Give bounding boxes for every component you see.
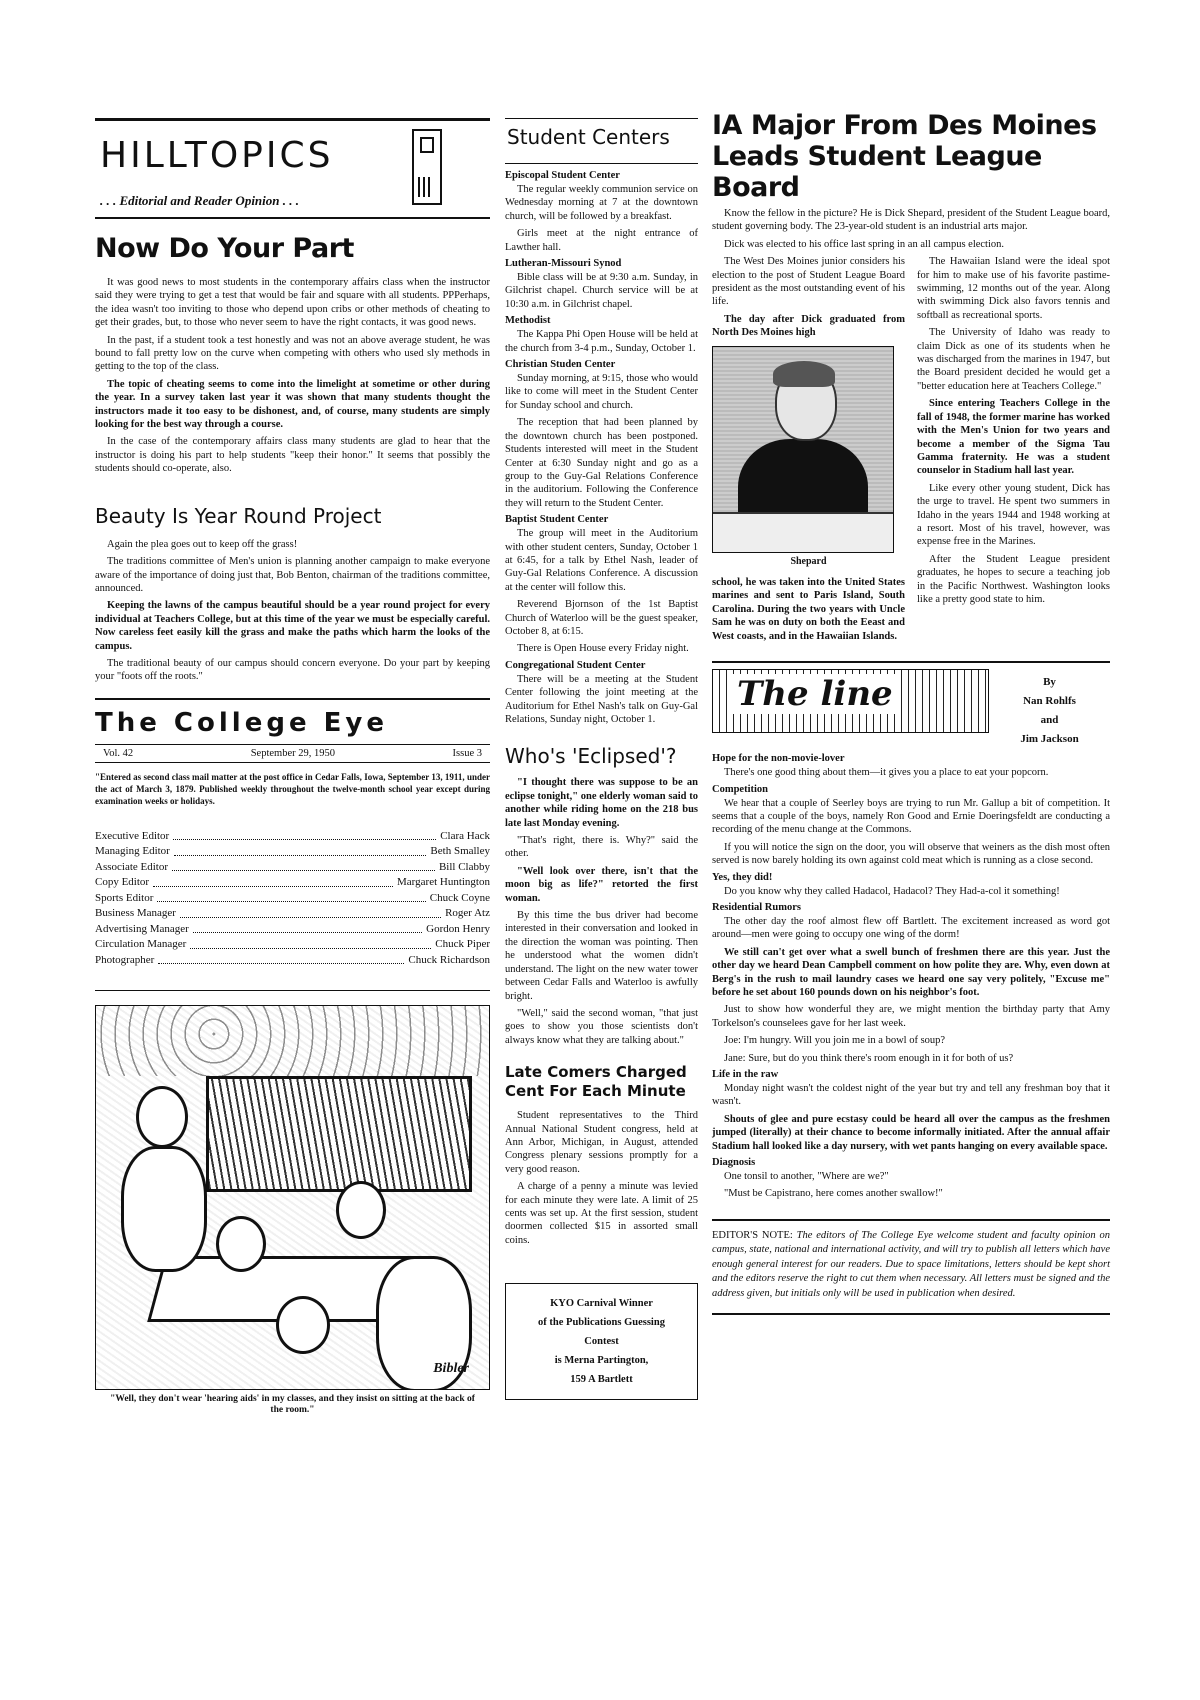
article-paragraph: If you will notice the sign on the door, you will observe that weiners as the dish most often served is now barely holding its own against cold meat which is running as a close second. xyxy=(712,841,1110,867)
byline-line: By xyxy=(1043,676,1056,689)
article-paragraph: In the case of the contemporary affairs class many students are glad to hear that the instructor is doing his part to help students "keep their honor." It seems that possibly the students should co-operate, also. xyxy=(95,436,490,475)
article-paragraph: "Well," said the second woman, "that just goes to show you those scientists don't always know what they are talking about." xyxy=(505,1007,698,1046)
the-line-banner xyxy=(712,661,1110,749)
hilltopics-subtitle: . . . Editorial and Reader Opinion . . . xyxy=(100,193,299,208)
byline-line: Nan Rohlfs xyxy=(1023,695,1076,708)
article-paragraph: After the Student League president graduates, he hopes to secure a teaching job in the Pacific Northwest. Washington looks like a pretty good state to him. xyxy=(917,553,1110,605)
late-comers-headline: Late Comers Charged Cent For Each Minute xyxy=(505,1063,687,1101)
the-line-art xyxy=(712,669,989,733)
editors-note-text: The editors of The College Eye welcome student and faculty opinion on campus, state, national and international activity, and will try to publish all letters which have enough general interest for our readers. Due to space limitations, letters should be kept short and the editors reserve the right to cut them when necessary. All letters must be signed and the address given, but initials only will be used in publication when desired. xyxy=(712,1229,1111,1299)
masthead-name: Chuck Richardson xyxy=(408,953,490,966)
divider xyxy=(95,990,490,991)
eclipsed-headline: Who's 'Eclipsed'? xyxy=(505,744,677,769)
cartoon-illustration xyxy=(95,1005,490,1390)
shepard-photo xyxy=(712,346,894,553)
kyo-line: is Merna Partington, xyxy=(554,1355,649,1367)
article-paragraph: Dick was elected to his office last spring in an all campus election. xyxy=(724,238,1005,250)
section-kicker: Diagnosis xyxy=(712,1157,756,1169)
editors-note-label: EDITOR'S NOTE: xyxy=(712,1229,793,1241)
article-paragraph: Sunday morning, at 9:15, those who would like to come will meet in the Student Center for Sunday school and church. xyxy=(505,373,698,411)
article-paragraph: It was good news to most students in the contemporary affairs class when the instructor said they were trying to get a test that would be fair and square with all students. PPPerhaps, the idea wasn't too inviting to those who depend upon cribs or other methods of cheating to get their grades, but, to those who never seem to have the right contacts, it was good news. xyxy=(95,277,490,329)
section-kicker: Life in the raw xyxy=(712,1069,779,1080)
masthead-role: Sports Editor xyxy=(95,891,154,904)
issue-info-bar xyxy=(95,744,490,763)
column-middle xyxy=(505,118,698,1400)
article-paragraph: The traditional beauty of our campus should concern everyone. Do your part by keeping your "foots off the roots." xyxy=(95,657,490,683)
article-paragraph: Jane: Sure, but do you think there's room enough in it for both of us? xyxy=(724,1052,1014,1064)
article-paragraph: school, he was taken into the United States marines and sent to Paris Island, South Carolina. During the two years with Uncle Sam he was on duty on both the Eeast and West coasts, and in the Hawaiian Islands. xyxy=(712,577,905,642)
photo-hair xyxy=(773,361,835,387)
article-paragraph: The regular weekly communion service on Wednesday morning at 7 at the downtown church, will be followed by a breakfast. xyxy=(505,184,698,222)
beauty-headline: Beauty Is Year Round Project xyxy=(95,503,382,528)
masthead-role: Executive Editor xyxy=(95,829,170,842)
kyo-line: 159 A Bartlett xyxy=(570,1374,633,1386)
ia-major-columns xyxy=(712,255,1110,647)
masthead-row xyxy=(95,922,490,938)
figure-head xyxy=(336,1181,386,1239)
masthead-role: Advertising Manager xyxy=(95,922,189,935)
divider xyxy=(95,698,490,700)
article-paragraph: Monday night wasn't the coldest night of the year but try and tell any freshman boy that it wasn't. xyxy=(712,1083,1110,1108)
byline-line: Jim Jackson xyxy=(1020,733,1079,746)
campanile-tower-icon xyxy=(412,129,442,205)
article-paragraph: Like every other young student, Dick has the urge to travel. He spent two summers in Idaho in the years 1944 and 1948 working at a resort. Most of his travel, however, was expense free in the Marines. xyxy=(917,482,1110,548)
issue-date: September 29, 1950 xyxy=(250,747,335,759)
ia-major-right xyxy=(917,255,1110,647)
masthead-name: Gordon Henry xyxy=(426,922,490,935)
figure-body xyxy=(121,1146,207,1272)
section-kicker: Christian Studen Center xyxy=(505,359,616,371)
masthead-name: Bill Clabby xyxy=(438,860,490,873)
photo-desk xyxy=(713,512,893,553)
section-kicker: Hope for the non-movie-lover xyxy=(712,753,845,765)
masthead-role: Photographer xyxy=(95,953,155,966)
masthead-name: Margaret Huntington xyxy=(397,876,490,889)
article-paragraph: Shouts of glee and pure ecstasy could be heard all over the campus as the freshmen jumped (literally) at their chance to become informally initiated. After the annual affair Stadium hall looked like a day nursery, with wet pants hanging on every available space. xyxy=(712,1113,1110,1152)
masthead-role: Associate Editor xyxy=(95,860,169,873)
masthead-role: Circulation Manager xyxy=(95,938,187,951)
article-paragraph: Student representatives to the Third Annual National Student congress, held at Ann Arbor, Michigan, in August, attended Congress plenary sessions promptly for a very good reason. xyxy=(505,1110,698,1175)
article-paragraph: The Hawaiian Island were the ideal spot for him to make use of his favorite pastime-swimming, 12 months out of the year. Along with swimming Dick also favors tennis and softball as recreational sports. xyxy=(917,256,1110,321)
section-kicker: Baptist Student Center xyxy=(505,514,609,526)
section-kicker: Yes, they did! xyxy=(712,871,773,883)
hilltopics-banner xyxy=(95,118,490,219)
masthead xyxy=(95,829,490,969)
article-paragraph: We still can't get over what a swell bunch of freshmen there are this year. Just the other day we heard Dean Campbell comment on how polite they are. Why, even down at Berg's in the rush to mail laundry cases we heard one say very politely, "Excuse me" before he set about 160 pounds down on his neighbor's foot. xyxy=(712,946,1110,998)
masthead-row xyxy=(95,937,490,953)
masthead-role: Business Manager xyxy=(95,907,176,920)
kyo-line: of the Publications Guessing xyxy=(538,1317,665,1329)
article-paragraph: In the past, if a student took a test honestly and was not an above average student, he was bound to fall pretty low on the curve when competing with others who used sly methods in getting to the top of the class. xyxy=(95,334,490,373)
section-kicker: Episcopal Student Center xyxy=(505,170,620,181)
article-paragraph: We hear that a couple of Seerley boys are trying to run Mr. Gallup a bit of competition. It seems that a couple of the boys, namely Ron Good and Ernie Doeringsfeldt are conducting a recording of the menu change at the Commons. xyxy=(712,797,1110,836)
article-paragraph: "Well look over there, isn't that the moon big as life?" retorted the first woman. xyxy=(505,865,698,904)
masthead-role: Copy Editor xyxy=(95,876,150,889)
window-drawing xyxy=(206,1076,472,1192)
article-paragraph: There is Open House every Friday night. xyxy=(517,643,689,655)
student-centers-article xyxy=(505,170,698,726)
article-paragraph: The University of Idaho was ready to claim Dick as one of its students when he was discharged from the marines in 1947, but the Board president decided he would get a "better education here at Teachers College." xyxy=(917,327,1110,392)
article-paragraph: The traditions committee of Men's union is planning another campaign to make everyone aware of the importance of doing just that, Bob Benton, chairman of the traditions committee, announced. xyxy=(95,556,490,594)
article-paragraph: Just to show how wonderful they are, we might mention the birthday party that Amy Torkelson's counselees gave for her last week. xyxy=(712,1004,1110,1029)
article-paragraph: Again the plea goes out to keep off the grass! xyxy=(107,538,298,550)
cartoonist-signature: Bibler xyxy=(433,1361,469,1377)
beauty-article xyxy=(95,538,490,684)
masthead-name: Roger Atz xyxy=(445,907,490,920)
article-paragraph: Girls meet at the night entrance of Lawther hall. xyxy=(505,228,698,253)
article-paragraph: The reception that had been planned by the downtown church has been postponed. Students interested will meet in the Student Center at 6:30 Sunday night and go as a group to the Guy-Gal Relations Conference in the auditorium. Following the Conference they will return to the Student Center. xyxy=(505,417,698,509)
figure-head xyxy=(276,1296,330,1354)
figure-head xyxy=(136,1086,188,1148)
volume-label: Vol. 42 xyxy=(103,747,134,759)
article-paragraph: "I thought there was suppose to be an eclipse tonight," one elderly woman said to another while riding home on the 218 bus late last Monday evening. xyxy=(505,777,698,829)
section-kicker: Methodist xyxy=(505,315,551,327)
article-paragraph: By this time the bus driver had become interested in their conversation and looked in the direction the woman was pointing. Then he understood what the women didn't understand. The light on the new water tower between Cedar Falls and Waterloo is awfully bright. xyxy=(505,910,698,1002)
article-paragraph: Reverend Bjornson of the 1st Baptist Church of Waterloo will be the guest speaker, October 8, at 6:15. xyxy=(505,599,698,637)
article-paragraph: Do you know why they called Hadacol, Hadacol? They Had-a-col it something! xyxy=(724,885,1060,897)
masthead-row xyxy=(95,860,490,876)
section-kicker: Residential Rumors xyxy=(712,901,801,913)
masthead-row xyxy=(95,906,490,922)
masthead-row xyxy=(95,829,490,845)
article-paragraph: Since entering Teachers College in the fall of 1948, the former marine has worked with the Men's Union for two years and become a member of the Sigma Tau Gamma fraternity. He was a student counselor in Stadium hall last year. xyxy=(917,398,1110,477)
article-paragraph: Joe: I'm hungry. Will you join me in a bowl of soup? xyxy=(724,1035,946,1047)
column-left xyxy=(95,118,490,1416)
article-paragraph: Keeping the lawns of the campus beautiful should be a year round project for every individual at Teachers College, but at this time of the year we must be especially careful. Now careless feet easily kill the grass and make the paths which harm the looks of the campus. xyxy=(95,600,490,652)
section-kicker: Congregational Student Center xyxy=(505,659,646,671)
article-paragraph: The West Des Moines junior considers his election to the post of Student League Board president as the most outstanding event of his life. xyxy=(712,256,905,308)
masthead-name: Beth Smalley xyxy=(430,845,490,858)
cartoon-caption: "Well, they don't wear 'hearing aids' in my classes, and they insist on sitting at the back of the room." xyxy=(110,1394,475,1416)
article-paragraph: There's one good thing about them—it gives you a place to eat your popcorn. xyxy=(724,767,1049,779)
article-paragraph: "That's right, there is. Why?" said the other. xyxy=(505,835,698,860)
kyo-line: Contest xyxy=(584,1336,619,1348)
kyo-line: KYO Carnival Winner xyxy=(550,1298,653,1310)
hilltopics-title: HILLTOPICS xyxy=(100,135,334,176)
masthead-name: Chuck Piper xyxy=(435,938,490,951)
eclipsed-article xyxy=(505,776,698,1047)
editors-note xyxy=(712,1219,1110,1316)
masthead-row xyxy=(95,844,490,860)
student-centers-headline: Student Centers xyxy=(505,118,698,164)
the-line-column xyxy=(712,753,1110,1201)
kyo-winner-box xyxy=(505,1283,698,1400)
article-paragraph: The other day the roof almost flew off Bartlett. The excitement increased as word got around—men were going to occupy one wing of the dorm! xyxy=(712,915,1110,941)
late-comers-article xyxy=(505,1109,698,1247)
section-kicker: Competition xyxy=(712,783,768,795)
masthead-row xyxy=(95,953,490,969)
article-paragraph: "Must be Capistrano, here comes another swallow!" xyxy=(724,1188,943,1200)
figure-head xyxy=(216,1216,266,1272)
article-paragraph: The day after Dick graduated from North Des Moines high xyxy=(712,313,905,339)
masthead-role: Managing Editor xyxy=(95,845,170,858)
college-eye-title: The College Eye xyxy=(95,707,388,738)
column-right xyxy=(712,110,1111,1315)
the-line-title: The line xyxy=(731,674,899,714)
now-do-headline: Now Do Your Part xyxy=(95,233,354,264)
article-paragraph: There will be a meeting at the Student Center following the joint meeting at the Auditorium for Ethel Nash's talk on Guy-Gal Relations, Sunday night, October 1. xyxy=(505,673,698,725)
section-kicker: Lutheran-Missouri Synod xyxy=(505,258,622,270)
ia-major-left xyxy=(712,255,905,647)
the-line-byline xyxy=(989,673,1110,749)
ia-major-headline: IA Major From Des Moines Leads Student League Board xyxy=(712,110,1097,203)
article-paragraph: The group will meet in the Auditorium with other student centers, Sunday, October 1 at 6:45, for a talk by Ethel Nash, leader of Guy-Gal Relations Conference. A discussion at the center will follow this. xyxy=(505,528,698,593)
photo-caption: Shepard xyxy=(790,555,827,567)
masthead-name: Clara Hack xyxy=(440,829,490,842)
issue-number: Issue 3 xyxy=(452,747,482,759)
byline-line: and xyxy=(1040,714,1059,727)
masthead-row xyxy=(95,891,490,907)
masthead-row xyxy=(95,875,490,891)
ceiling-texture xyxy=(96,1006,489,1076)
article-paragraph: Know the fellow in the picture? He is Dick Shepard, president of the Student League board, student governing body. The 23-year-old student is an industrial arts major. xyxy=(712,208,1110,233)
article-paragraph: Bible class will be at 9:30 a.m. Sunday, in Gilchrist chapel. Church service will be at 10:30 a.m. in Gilchrist chapel. xyxy=(505,272,698,310)
postal-notice: "Entered as second class mail matter at the post office in Cedar Falls, Iowa, September 13, 1911, under the act of March 3, 1879. Published weekly throughout the twelve-month school year except during examination weeks or holidays. xyxy=(95,771,490,806)
masthead-name: Chuck Coyne xyxy=(429,891,490,904)
article-paragraph: The topic of cheating seems to come into the limelight at sometime or other during the year. In a survey taken last year it was shown that many students thought the instructors made it too easy to be dishonest, and, of course, many students are simply looking for the best way through a course. xyxy=(95,378,490,431)
article-paragraph: A charge of a penny a minute was levied for each minute they were late. A limit of 25 cents was set up. At the first session, student doormen collected $15 in assorted small coins. xyxy=(505,1181,698,1246)
now-do-article xyxy=(95,276,490,476)
article-paragraph: One tonsil to another, "Where are we?" xyxy=(724,1171,889,1183)
article-paragraph: The Kappa Phi Open House will be held at the church from 3-4 p.m., Sunday, October 1. xyxy=(505,329,698,354)
